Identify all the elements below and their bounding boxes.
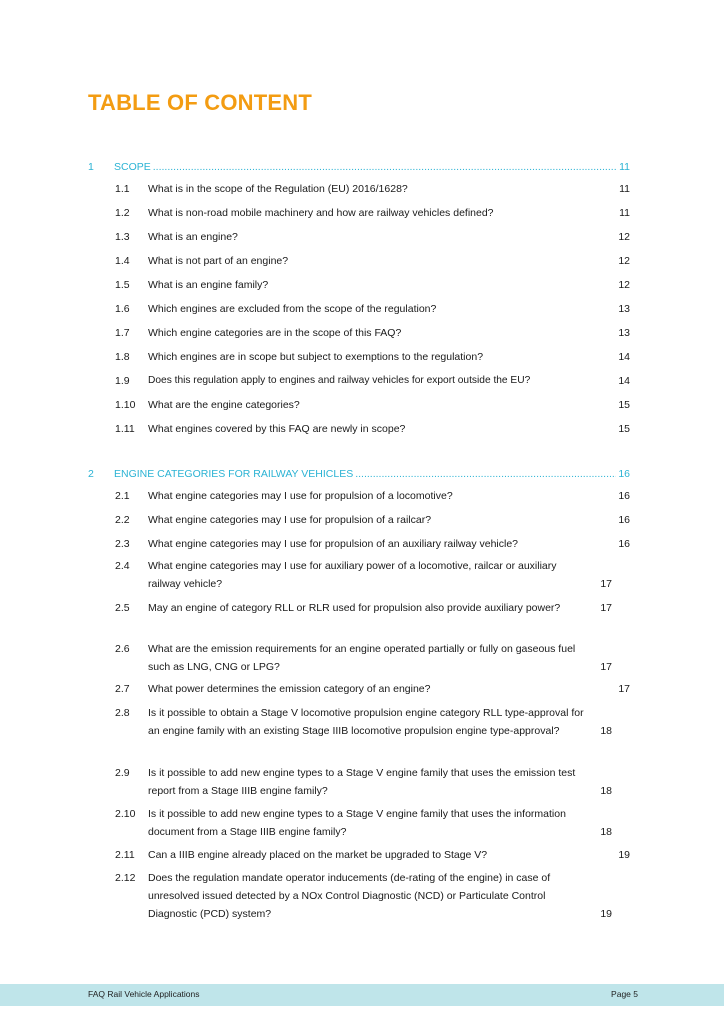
section-label: SCOPE [114, 161, 151, 173]
entry-page: 12 [618, 231, 630, 243]
entry-number: 2.5 [115, 602, 130, 614]
entry-number: 2.6 [115, 643, 130, 655]
entry-number: 1.6 [115, 303, 130, 315]
entry-page: 15 [618, 399, 630, 411]
toc-entry-2-1[interactable] [115, 487, 630, 505]
toc-entry-1-6[interactable] [115, 300, 630, 318]
entry-text: May an engine of category RLL or RLR used for propulsion also provide auxiliary power? [148, 602, 561, 614]
entry-page: 19 [600, 908, 612, 920]
entry-number: 2.4 [115, 560, 130, 572]
entry-number: 2.10 [115, 808, 136, 820]
entry-number: 1.3 [115, 231, 130, 243]
toc-entry-1-1[interactable] [115, 180, 630, 198]
entry-page: 17 [600, 661, 612, 673]
toc-entry-2-5[interactable] [115, 599, 630, 617]
entry-text: Which engines are excluded from the scope of the regulation? [148, 303, 437, 315]
entry-number: 2.9 [115, 767, 130, 779]
toc-entry-2-3[interactable] [115, 535, 630, 553]
toc-entry-1-3[interactable] [115, 228, 630, 246]
entry-text: What power determines the emission category of an engine? [148, 683, 431, 695]
entry-page: 12 [618, 255, 630, 267]
entry-page: 11 [619, 207, 630, 219]
toc-section-1[interactable] [88, 157, 630, 173]
toc-entry-2-8[interactable] [115, 704, 630, 740]
section-number: 1 [88, 161, 94, 173]
dot-leader [355, 468, 616, 480]
entry-page: 18 [600, 725, 612, 737]
footer-page-number: Page 5 [611, 989, 638, 999]
entry-number: 1.7 [115, 327, 130, 339]
toc-entry-1-11[interactable] [115, 420, 630, 438]
entry-text: What engine categories may I use for propulsion of a locomotive? [148, 490, 453, 502]
entry-number: 2.1 [115, 490, 130, 502]
toc-entry-1-4[interactable] [115, 252, 630, 270]
toc-entry-1-7[interactable] [115, 324, 630, 342]
entry-page: 18 [600, 826, 612, 838]
entry-page: 14 [618, 351, 630, 363]
entry-number: 1.10 [115, 399, 136, 411]
toc-entry-2-2[interactable] [115, 511, 630, 529]
entry-text: What is non-road mobile machinery and how are railway vehicles defined? [148, 207, 494, 219]
entry-number: 2.2 [115, 514, 130, 526]
toc-entry-1-2[interactable] [115, 204, 630, 222]
toc-entry-1-8[interactable] [115, 348, 630, 366]
entry-page: 16 [618, 538, 630, 550]
entry-number: 2.8 [115, 707, 130, 719]
entry-number: 1.1 [115, 183, 130, 195]
section-page: 11 [619, 161, 630, 173]
entry-page: 13 [618, 303, 630, 315]
entry-page: 17 [600, 578, 612, 590]
entry-text: What engine categories may I use for propulsion of an auxiliary railway vehicle? [148, 538, 519, 550]
entry-page: 17 [618, 683, 630, 695]
toc-entry-2-7[interactable] [115, 680, 630, 698]
entry-number: 1.8 [115, 351, 130, 363]
entry-text: What is not part of an engine? [148, 255, 289, 267]
toc-entry-2-9[interactable] [115, 764, 630, 800]
page-title: TABLE OF CONTENT [88, 90, 312, 115]
toc-entry-2-6[interactable] [115, 640, 630, 676]
entry-text: What is an engine family? [148, 279, 269, 291]
entry-text: Which engine categories are in the scope of this FAQ? [148, 327, 402, 339]
toc-entry-1-10[interactable] [115, 396, 630, 414]
entry-text: What engines covered by this FAQ are newly in scope? [148, 423, 406, 435]
footer-document-title: FAQ Rail Vehicle Applications [88, 989, 200, 999]
entry-number: 2.7 [115, 683, 130, 695]
entry-number: 1.2 [115, 207, 130, 219]
page-footer [0, 984, 724, 1006]
entry-page: 19 [618, 849, 630, 861]
entry-text: Does the regulation mandate operator inducements (de-rating of the engine) in case of unresolved issued detected by a NOx Control Diagnostic (NCD) or Particulate Control Diagnostic (PCD) system? [148, 872, 551, 920]
toc-entry-1-5[interactable] [115, 276, 630, 294]
entry-text: Which engines are in scope but subject to exemptions to the regulation? [148, 351, 484, 363]
section-page: 16 [618, 468, 630, 480]
entry-number: 2.3 [115, 538, 130, 550]
entry-page: 16 [618, 514, 630, 526]
toc-entry-1-9[interactable] [115, 372, 630, 390]
entry-page: 15 [618, 423, 630, 435]
entry-page: 14 [618, 375, 630, 387]
dot-leader [153, 161, 617, 173]
toc-entry-2-4[interactable] [115, 557, 630, 593]
entry-number: 1.11 [115, 423, 135, 435]
toc-entry-2-10[interactable] [115, 805, 630, 841]
toc-entry-2-12[interactable] [115, 869, 630, 923]
toc-section-2[interactable] [88, 464, 630, 480]
entry-number: 1.9 [115, 375, 130, 387]
entry-text: What are the emission requirements for an engine operated partially or fully on gaseous fuel such as LNG, CNG or LPG? [148, 643, 576, 673]
entry-text: Can a IIIB engine already placed on the market be upgraded to Stage V? [148, 849, 488, 861]
entry-text: Is it possible to add new engine types to a Stage V engine family that uses the information document from a Stage IIIB engine family? [148, 808, 566, 838]
entry-text: What is an engine? [148, 231, 238, 243]
entry-page: 18 [600, 785, 612, 797]
entry-number: 2.11 [115, 849, 135, 861]
entry-text: What are the engine categories? [148, 399, 300, 411]
entry-text: What is in the scope of the Regulation (EU) 2016/1628? [148, 183, 408, 195]
entry-number: 1.5 [115, 279, 130, 291]
entry-page: 13 [618, 327, 630, 339]
entry-text: Does this regulation apply to engines and railway vehicles for export outside the EU? [148, 375, 531, 386]
entry-page: 11 [619, 183, 630, 195]
entry-text: What engine categories may I use for propulsion of a railcar? [148, 514, 432, 526]
entry-page: 16 [618, 490, 630, 502]
section-label: ENGINE CATEGORIES FOR RAILWAY VEHICLES [114, 468, 354, 480]
entry-number: 2.12 [115, 872, 136, 884]
entry-text: What engine categories may I use for auxiliary power of a locomotive, railcar or auxiliary railway vehicle? [148, 560, 557, 590]
entry-text: Is it possible to add new engine types to a Stage V engine family that uses the emission test report from a Stage IIIB engine family? [148, 767, 576, 797]
entry-page: 12 [618, 279, 630, 291]
entry-page: 17 [600, 602, 612, 614]
entry-text: Is it possible to obtain a Stage V locomotive propulsion engine category RLL type-approval for an engine family with an existing Stage IIIB locomotive propulsion engine type-approval? [148, 707, 584, 737]
entry-number: 1.4 [115, 255, 130, 267]
section-number: 2 [88, 468, 94, 480]
toc-entry-2-11[interactable] [115, 846, 630, 864]
